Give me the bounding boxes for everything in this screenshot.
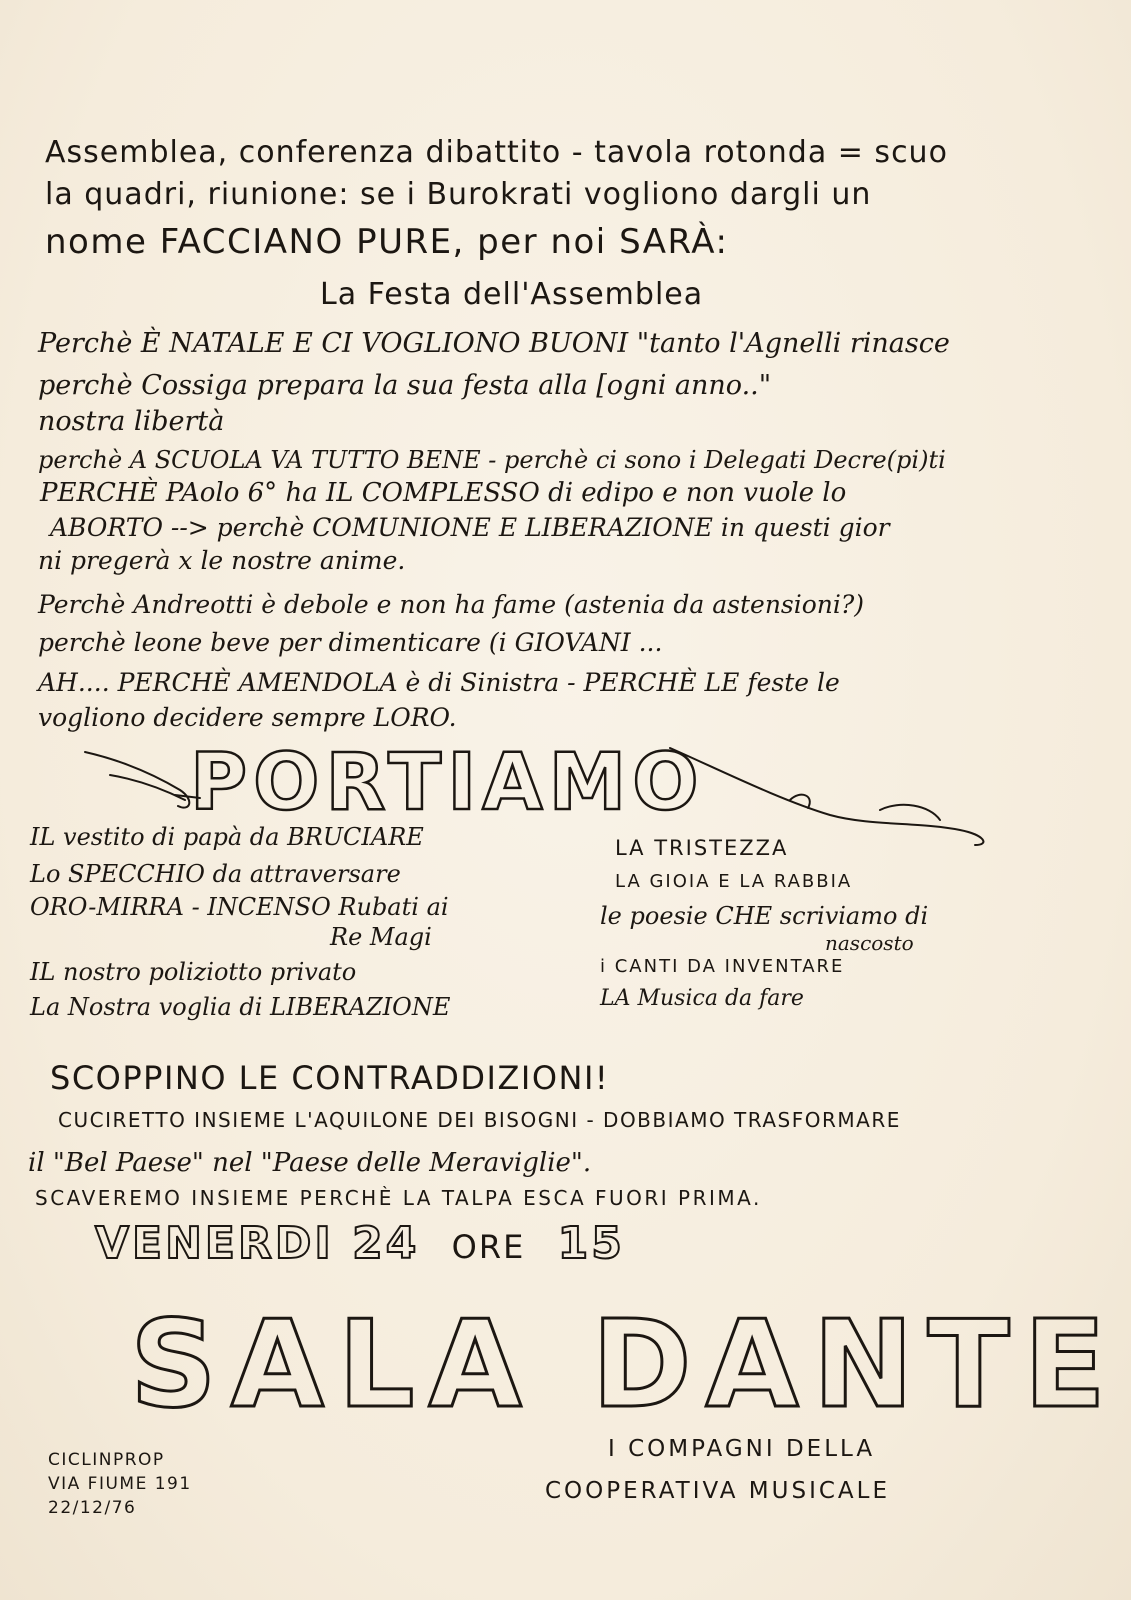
perche-line: perchè A SCUOLA VA TUTTO BENE - perchè ci sono i Delegati Decre(pi)ti [38,446,946,474]
list-item: LA GIOIA E LA RABBIA [615,871,853,892]
event-time-label: ORE [451,1228,526,1266]
portiamo-heading: PORTIAMO [190,738,705,828]
perche-line: vogliono decidere sempre LORO. [38,703,457,732]
perche-line: PERCHÈ PAolo 6° ha IL COMPLESSO di edipo e non vuole lo [40,478,847,508]
slogan-line: CUCIRETTO INSIEME L'AQUILONE DEI BISOGNI - DOBBIAMO TRASFORMARE [58,1108,901,1132]
slogan-line: il "Bel Paese" nel "Paese delle Meraviglie". [28,1148,592,1178]
event-datetime [95,1218,625,1269]
event-hour: 15 [557,1218,625,1269]
list-item: LA Musica da fare [600,986,804,1011]
perche-line: AH.... PERCHÈ AMENDOLA è di Sinistra - PERCHÈ LE feste le [38,668,840,697]
perche-line: Perchè Andreotti è debole e non ha fame (astenia da astensioni?) [38,590,865,619]
perche-line: perchè leone beve per dimenticare (i GIOVANI ... [38,628,663,657]
perche-line: perchè Cossiga prepara la sua festa alla [ogni anno.." [38,370,772,401]
list-item: Lo SPECCHIO da attraversare [30,860,401,888]
list-item: IL vestito di papà da BRUCIARE [30,823,424,851]
list-item: i CANTI DA INVENTARE [600,956,845,977]
list-item: Re Magi [330,923,432,951]
printer-address: VIA FIUME 191 [48,1474,192,1494]
slogan-line: SCAVEREMO INSIEME PERCHÈ LA TALPA ESCA FUORI PRIMA. [35,1186,762,1210]
list-item: La Nostra voglia di LIBERAZIONE [30,993,451,1021]
print-date: 22/12/76 [48,1498,137,1518]
perche-line: ni pregerà x le nostre anime. [38,546,406,575]
event-day: VENERDI 24 [95,1218,420,1269]
intro-line-3: nome FACCIANO PURE, per noi SARÀ: [45,222,729,262]
printer-name: CICLINPROP [48,1450,165,1470]
list-item: ORO-MIRRA - INCENSO Rubati ai [30,893,449,921]
perche-line: ABORTO --> perchè COMUNIONE E LIBERAZIONE in questi gior [50,513,890,542]
signature-line: I COMPAGNI DELLA [608,1436,876,1462]
signature-line: COOPERATIVA MUSICALE [545,1478,891,1504]
perche-line: nostra libertà [38,406,225,437]
slogan-title: SCOPPINO LE CONTRADDIZIONI! [50,1059,610,1097]
perche-line: Perchè È NATALE E CI VOGLIONO BUONI "tanto l'Agnelli rinasce [38,328,950,359]
list-item: LA TRISTEZZA [615,836,789,860]
festa-heading: La Festa dell'Assemblea [320,277,704,312]
intro-line-1: Assemblea, conferenza dibattito - tavola rotonda = scuo [45,135,948,170]
intro-line-2: la quadri, riunione: se i Burokrati vogliono dargli un [45,177,872,212]
list-item: nascosto [825,931,914,955]
event-venue: SALA DANTE [130,1295,1120,1435]
list-item: le poesie CHE scriviamo di [600,902,929,930]
list-item: IL nostro poliziotto privato [30,958,357,986]
